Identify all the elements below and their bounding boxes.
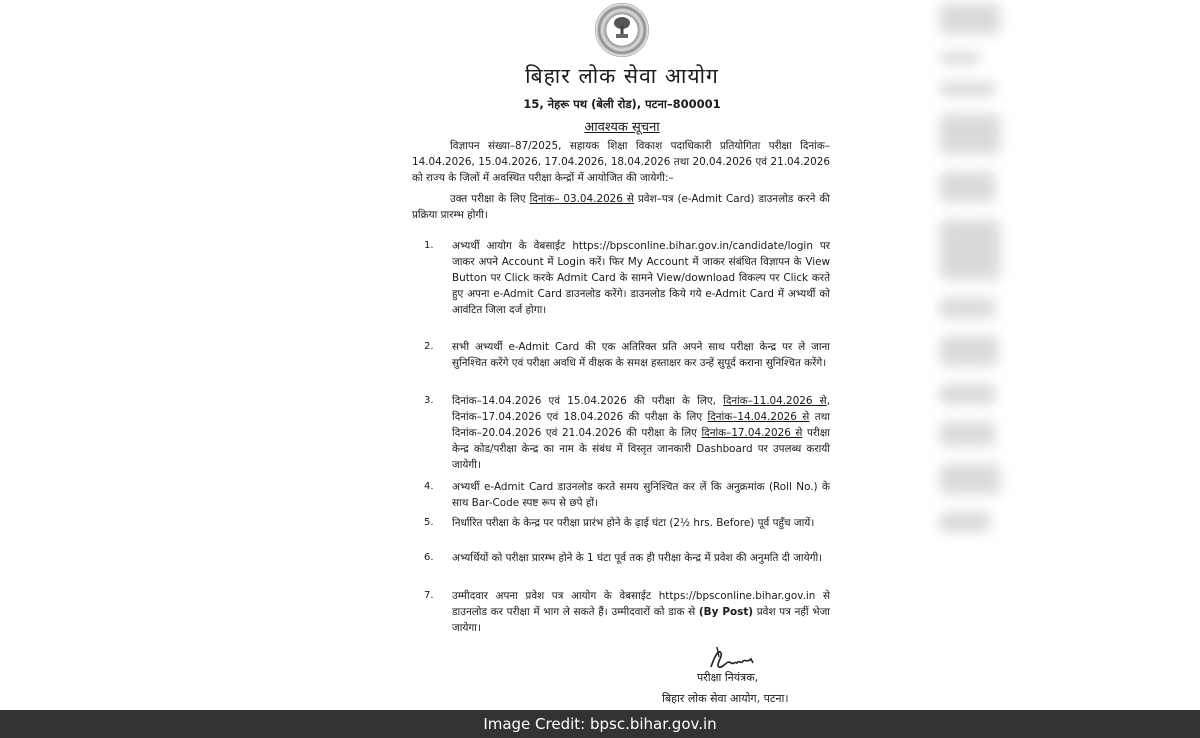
- org-name: बिहार लोक सेवा आयोग: [525, 64, 719, 88]
- bihar-seal-icon: [595, 3, 649, 57]
- image-credit-text: Image Credit: bpsc.bihar.gov.in: [483, 715, 717, 733]
- signatory-office: बिहार लोक सेवा आयोग, पटना।: [662, 692, 789, 705]
- notice-title: आवश्यक सूचना: [584, 120, 660, 135]
- notice-document: बिहार लोक सेवा आयोग 15, नेहरू पथ (बेली रोड), पटना–800001 आवश्यक सूचना विज्ञापन संख्या–87/2025, सहायक शिक्षा विकाश पदाधिकारी प्रतियोगिता परीक्षा दिनांक–14.04.2026, 15.04.2026, 17.04.2026, 18.04.2026 तथा 20.04.2026 एवं 21.04.2026 को राज्य के जिलों में अवस्थित परीक्षा केन्द्रों में आयोजित की जायेगी:– उक्त परीक्षा के लिए दिनांक– 03.04.2026 से प्रवेश–पत्र (e-Admit Card) डाउनलोड करने की प्रक्रिया प्रारम्भ होगी। 1. अभ्यर्थी आयोग के वेबसाईट https://bpsconline.bihar.gov.in/candidate/login पर जाकर अपने Account में Login करें। फिर My Account में जाकर संबंधित विज्ञापन के View Button पर Click करके Admit Card के सामने View/download विकल्प पर Click करते हुए अपना e-Admit Card डाउनलोड करेंगे। डाउनलोड किये गये e-Admit Card में अभ्यर्थी को आवंटित जिला दर्ज होगा। 2. सभी अभ्यर्थी e-Admit Card की एक अतिरिक्त प्रति अपने साथ परीक्षा केन्द्र पर ले जाना सुनिश्चित करेंगे एवं परीक्षा अवधि में वीक्षक के समक्ष हस्ताक्षर कर उन्हें सुपूर्द कराना सुनिश्चित करेंगे। 3. दिनांक–14.04.2026 एवं 15.04.2026 की परीक्षा के लिए, दिनांक–11.04.2026 से, दिनांक–17.04.2026 एवं 18.04.2026 की परीक्षा के लिए दिनांक–14.04.2026 से तथा दिनांक–20.04.2026 एवं 21.04.2026 की परीक्षा के लिए दिनांक–17.04.2026 से परीक्षा केन्द्र कोड/परीक्षा केन्द्र का नाम के संबंध में विस्तृत जानकारी Dashboard पर उपलब्ध करायी जायेगी। 4. अभ्यर्थी e-Admit Card डाउनलोड करते समय सुनिश्चित कर लें कि अनुक्रमांक (Roll No.) के साथ Bar-Code स्पष्ट रूप से छपे हों। 5. निर्धारित परीक्षा के केन्द्र पर परीक्षा प्रारंभ होने के ढ़ाई घंटा (2½ hrs. Before) पूर्व पहुँच जायें। 6. अभ्यर्थियों को परीक्षा प्रारम्भ होने के 1 घंटा पूर्व तक ही परीक्षा केन्द्र में प्रवेश की अनुमति दी जायेगी। 7. उम्मीदवार अपना प्रवेश पत्र आयोग के वेबसाईट https://bpsconline.bihar.gov.in से डाउनलोड कर परीक्षा में भाग ले सकते हैं। उम्मीदवारों को डाक से (By Post) प्रवेश पत्र नहीं भेजा जायेगा। परीक्षा नियंत्रक, बिहार लोक सेवा आयोग, पटना।: [412, 0, 832, 710]
- blurred-background-strip: [940, 0, 1010, 710]
- org-address: 15, नेहरू पथ (बेली रोड), पटना–800001: [523, 97, 721, 111]
- signatory-designation: परीक्षा नियंत्रक,: [697, 671, 759, 684]
- image-credit-bar: [0, 710, 1200, 738]
- admit-card-start-paragraph: उक्त परीक्षा के लिए दिनांक– 03.04.2026 से प्रवेश–पत्र (e-Admit Card) डाउनलोड करने की प्रक्रिया प्रारम्भ होगी।: [412, 193, 831, 221]
- intro-paragraph: विज्ञापन संख्या–87/2025, सहायक शिक्षा विकाश पदाधिकारी प्रतियोगिता परीक्षा दिनांक–14.04.2026, 15.04.2026, 17.04.2026, 18.04.2026 तथा 20.04.2026 एवं 21.04.2026 को राज्य के जिलों में अवस्थित परीक्षा केन्द्रों में आयोजित की जायेगी:–: [412, 140, 830, 184]
